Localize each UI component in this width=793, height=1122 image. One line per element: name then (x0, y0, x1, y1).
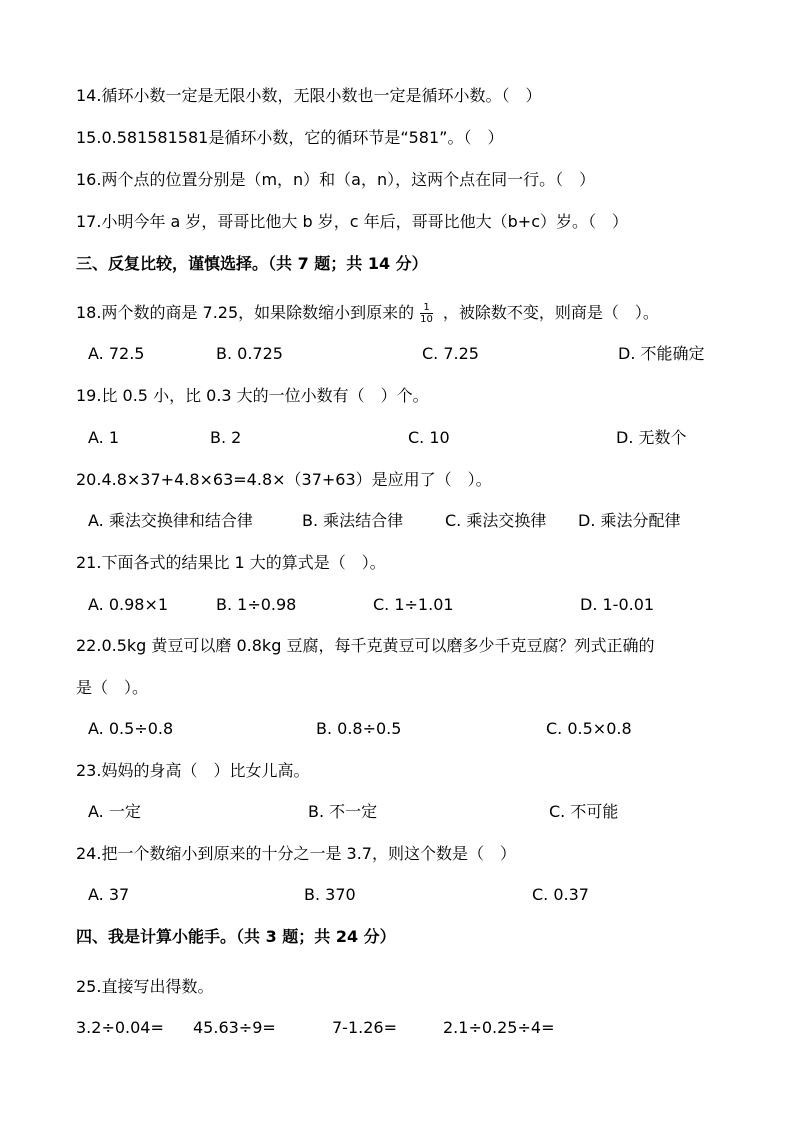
q24-option-c[interactable]: C. 0.37 (532, 885, 589, 904)
q20-option-a[interactable]: A. 乘法交换律和结合律 (88, 511, 253, 530)
q21-option-a[interactable]: A. 0.98×1 (88, 595, 169, 614)
question-16: 16.两个点的位置分别是（m，n）和（a，n），这两个点在同一行。（ ） (76, 170, 596, 189)
q18-option-b[interactable]: B. 0.725 (216, 344, 283, 363)
question-20: 20.4.8×37+4.8×63=4.8×（37+63）是应用了（ ）。 (76, 470, 492, 489)
question-17: 17.小明今年 a 岁，哥哥比他大 b 岁，c 年后，哥哥比他大（b+c）岁。（ ） (76, 212, 628, 231)
fraction-denominator: 10 (420, 314, 433, 325)
q21-option-d[interactable]: D. 1-0.01 (580, 595, 655, 614)
q23-option-b[interactable]: B. 不一定 (308, 802, 378, 821)
question-14: 14.循环小数一定是无限小数，无限小数也一定是循环小数。（ ） (76, 86, 542, 105)
q19-option-b[interactable]: B. 2 (210, 428, 242, 447)
fraction-one-tenth (420, 302, 433, 325)
question-22-line-2: 是（ ）。 (76, 678, 149, 697)
q18-option-d[interactable]: D. 不能确定 (618, 344, 705, 363)
fraction-numerator: 1 (420, 302, 433, 314)
q25-expr-3: 7-1.26= (332, 1018, 397, 1037)
question-23: 23.妈妈的身高（ ）比女儿高。 (76, 761, 310, 780)
q20-option-c[interactable]: C. 乘法交换律 (445, 511, 547, 530)
question-24: 24.把一个数缩小到原来的十分之一是 3.7，则这个数是（ ） (76, 844, 516, 863)
q19-option-c[interactable]: C. 10 (408, 428, 450, 447)
question-18-stem-before: 18.两个数的商是 7.25，如果除数缩小到原来的 (76, 303, 415, 322)
question-15: 15.0.581581581是循环小数，它的循环节是“581”。（ ） (76, 128, 504, 147)
q25-expr-1: 3.2÷0.04= (76, 1018, 164, 1037)
question-22-line-1: 22.0.5kg 黄豆可以磨 0.8kg 豆腐，每千克黄豆可以磨多少千克豆腐？列式正确的 (76, 636, 655, 655)
question-18 (76, 302, 659, 325)
q19-option-d[interactable]: D. 无数个 (616, 428, 687, 447)
q19-option-a[interactable]: A. 1 (88, 428, 120, 447)
q25-expr-4: 2.1÷0.25÷4= (443, 1018, 555, 1037)
q22-option-b[interactable]: B. 0.8÷0.5 (316, 719, 402, 738)
q24-option-b[interactable]: B. 370 (304, 885, 356, 904)
q25-expr-2: 45.63÷9= (193, 1018, 276, 1037)
section-3-heading: 三、反复比较，谨慎选择。（共 7 题；共 14 分） (76, 254, 428, 273)
q23-option-a[interactable]: A. 一定 (88, 802, 141, 821)
question-21: 21.下面各式的结果比 1 大的算式是（ ）。 (76, 553, 386, 572)
q20-option-d[interactable]: D. 乘法分配律 (578, 511, 681, 530)
q23-option-c[interactable]: C. 不可能 (549, 802, 619, 821)
q18-option-c[interactable]: C. 7.25 (422, 344, 479, 363)
q21-option-c[interactable]: C. 1÷1.01 (373, 595, 454, 614)
q21-option-b[interactable]: B. 1÷0.98 (216, 595, 297, 614)
q24-option-a[interactable]: A. 37 (88, 885, 130, 904)
section-4-heading: 四、我是计算小能手。（共 3 题；共 24 分） (76, 927, 396, 946)
question-25: 25.直接写出得数。 (76, 977, 214, 996)
q18-option-a[interactable]: A. 72.5 (88, 344, 145, 363)
question-19: 19.比 0.5 小，比 0.3 大的一位小数有（ ）个。 (76, 386, 429, 405)
question-18-stem-after: ，被除数不变，则商是（ ）。 (442, 303, 659, 322)
q22-option-c[interactable]: C. 0.5×0.8 (546, 719, 632, 738)
q22-option-a[interactable]: A. 0.5÷0.8 (88, 719, 174, 738)
q20-option-b[interactable]: B. 乘法结合律 (302, 511, 404, 530)
